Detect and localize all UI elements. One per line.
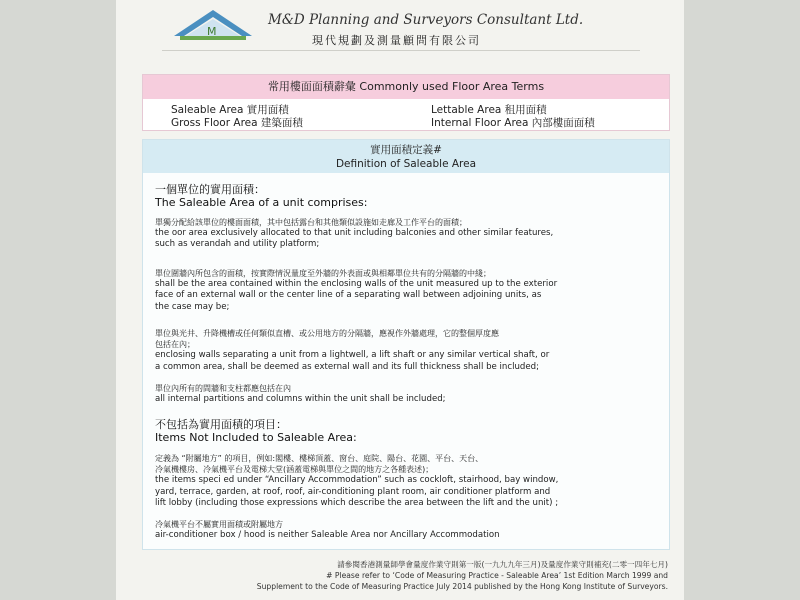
- logo-letter: M: [207, 25, 217, 38]
- definition-title: [143, 140, 669, 173]
- header-divider: [162, 50, 640, 51]
- footer-reference-en-2: Supplement to the Code of Measuring Practice July 2014 published by the Hong Kong Institute of Surveyors.: [256, 582, 668, 591]
- saleable-area-definition-box: [142, 139, 670, 550]
- term-gross-floor-area: Gross Floor Area 建築面積: [171, 117, 303, 129]
- paragraph-ancillary-accommodation: 定義為 “附屬地方” 的項目，例如:閣樓、樓梯頂蓋、窗台、庭院、陽台、花園、平台、天台、 冷氣機樓房、冷氣機平台及電梯大堂(涵蓋電梯與單位之間的地方之各種表述)； the items speci ed under “Ancillary Accommodation” such as cockloft, stairhood, bay window, yard, terrace, garden, at roof, roof, air-conditioning plant room, air conditioner platform and lift lobby (including those expressions which describe the area between the lift and the unit) ;: [155, 454, 559, 508]
- comprises-heading-en: The Saleable Area of a unit comprises:: [155, 196, 368, 209]
- paragraph-enclosing-walls: 單位圍牆內所包含的面積，按實際情況量度至外牆的外表面或與相鄰單位共有的分隔牆的中綫； shall be the area contained within the enclosing walls of the unit measured up to the exterior face of an external wall or the center line of a separating wall between adjoining units, as the case may be;: [155, 269, 558, 312]
- company-name-zh: 現代規劃及測量顧問有限公司: [312, 34, 481, 47]
- paragraph-exclusive-area: 單獨分配給該單位的樓面面積，其中包括露台和其他類似設施如走廊及工作平台的面積； the oor area exclusively allocated to that unit including balconies and other similar features, such as verandah and utility platform;: [155, 218, 554, 250]
- term-saleable-area: Saleable Area 實用面積: [171, 104, 289, 116]
- terms-list: [143, 99, 669, 130]
- term-internal-floor-area: Internal Floor Area 內部樓面面積: [431, 117, 595, 129]
- company-name-en: M&D Planning and Surveyors Consultant Ltd.: [268, 12, 584, 28]
- paragraph-separating-walls: 單位與光井、升降機槽或任何類似直槽、或公用地方的分隔牆，應視作外牆處理，它的整個厚度應 包括在內； enclosing walls separating a unit from a lightwell, a lift shaft or any similar vertical shaft, or a common area, shall be deemed as external wall and its full thickness shall be included;: [155, 329, 550, 372]
- term-lettable-area: Lettable Area 租用面積: [431, 104, 547, 116]
- excluded-heading-zh: 不包括為實用面積的項目：: [155, 418, 287, 431]
- terms-title: 常用樓面面積辭彙 Commonly used Floor Area Terms: [143, 75, 669, 99]
- definition-title-zh: 實用面積定義#: [370, 144, 442, 156]
- floor-area-terms-box: [142, 74, 670, 131]
- footer-reference-en-1: # Please refer to ‘Code of Measuring Practice - Saleable Area’ 1st Edition March 1999 and: [326, 571, 668, 580]
- company-logo: [170, 6, 256, 46]
- comprises-heading-zh: 一個單位的實用面積：: [155, 183, 265, 196]
- definition-title-en: Definition of Saleable Area: [335, 158, 477, 170]
- paragraph-air-conditioner-box: 冷氣機平台不屬實用面積或附屬地方 air-conditioner box / hood is neither Saleable Area nor Ancillary Accommodation: [155, 520, 500, 541]
- footer-reference-zh: 請參閱香港測量師學會量度作業守則第一版(一九九九年三月)及量度作業守則補充(二零一四年七月): [337, 560, 668, 569]
- paragraph-internal-partitions: 單位內所有的間牆和支柱都應包括在內 all internal partitions and columns within the unit shall be included;: [155, 384, 446, 405]
- excluded-heading-en: Items Not Included to Saleable Area:: [155, 431, 357, 444]
- document-page: [116, 0, 684, 600]
